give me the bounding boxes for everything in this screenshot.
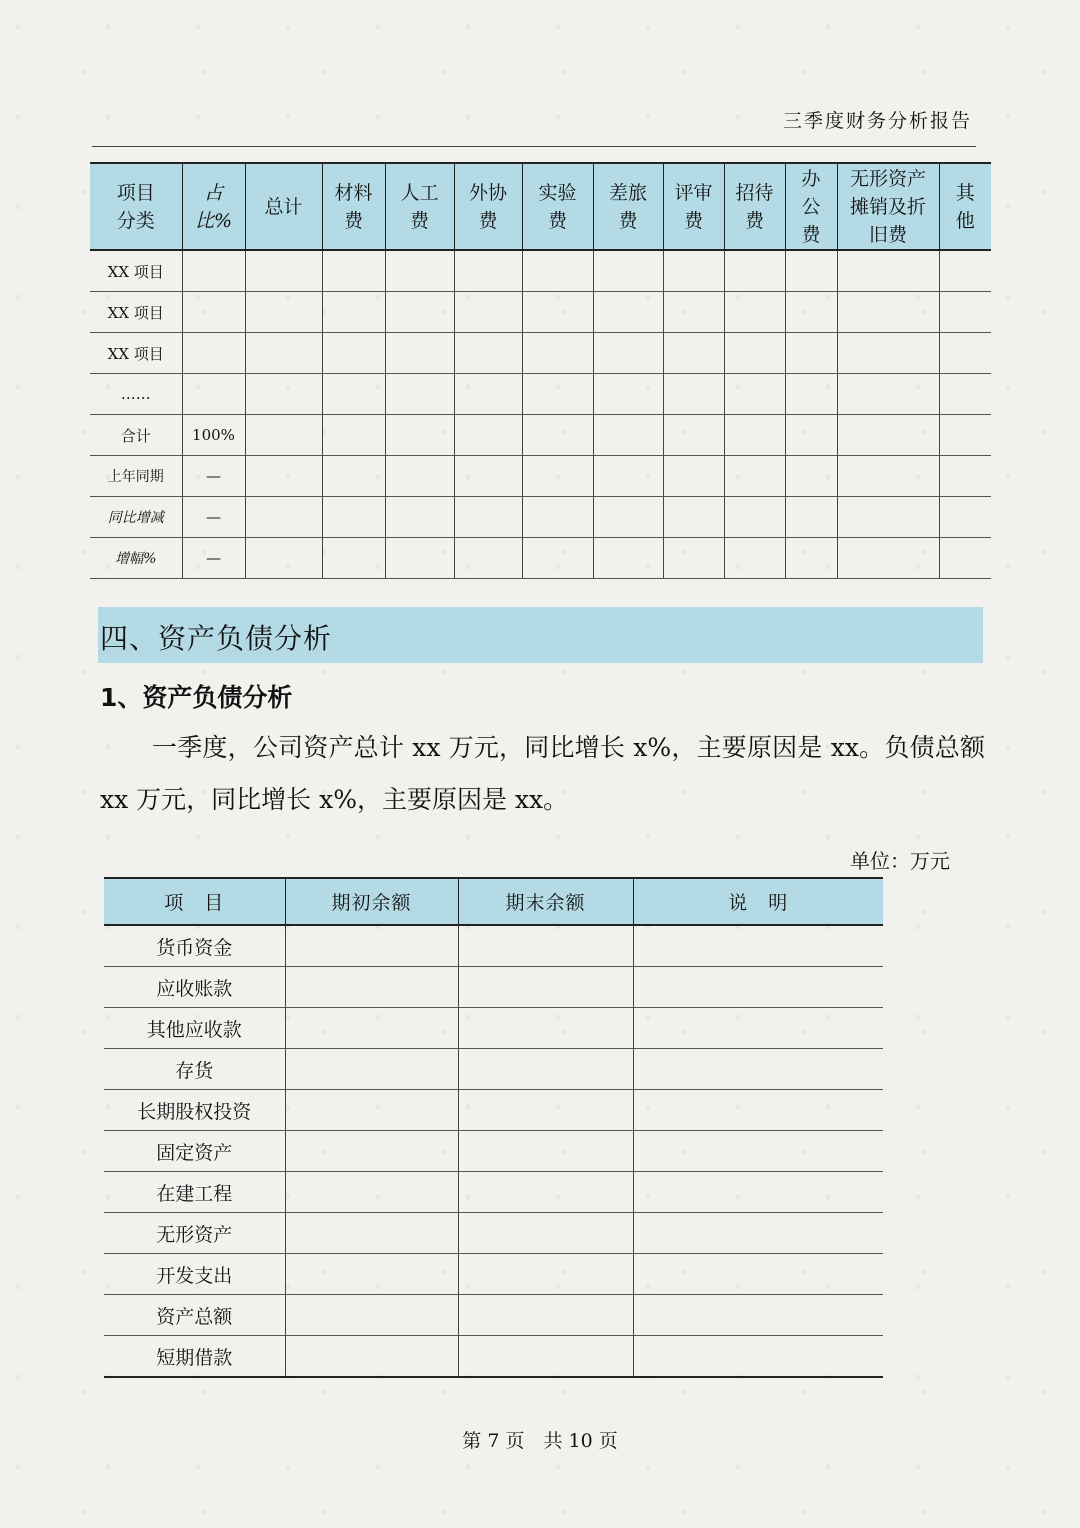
table-row [90,292,991,333]
table-cell [785,497,837,538]
table-cell [245,456,322,497]
col-header-label: 外协 费 [468,181,507,232]
table-row [90,333,991,374]
table-cell [454,250,522,292]
table-cell [522,497,593,538]
table-cell [593,497,663,538]
table-cell [724,415,785,456]
col-header-label: 项目 分类 [116,181,155,232]
row-label: 合计 [90,415,182,456]
row-label: 存货 [104,1049,285,1090]
col-header-label: 其 他 [955,181,975,232]
ratio-cell: — [182,497,245,538]
analysis-paragraph: 一季度，公司资产总计 xx 万元，同比增长 x%，主要原因是 xx。负债总额 xx 万元，同比增长 x%，主要原因是 xx。 [100,733,985,814]
table-row [104,925,883,967]
table-cell [285,1295,458,1336]
expense-table [90,162,991,579]
table-row [104,1295,883,1336]
table-cell [285,1254,458,1295]
table-cell [385,415,454,456]
table-cell [322,456,385,497]
balance-table [104,877,883,1378]
table-cell [785,250,837,292]
table-cell [322,250,385,292]
row-label: 资产总额 [104,1295,285,1336]
table-cell [322,497,385,538]
table-cell [663,456,724,497]
row-label: …… [90,374,182,415]
table-cell [385,538,454,579]
table-cell [633,1131,883,1172]
col-header [322,163,385,250]
table-cell [593,456,663,497]
table-cell [663,333,724,374]
table-cell [522,538,593,579]
table-cell [454,333,522,374]
table-cell [939,456,991,497]
table-cell [663,250,724,292]
col-header [385,163,454,250]
row-label: 固定资产 [104,1131,285,1172]
table-cell [458,1213,633,1254]
table-cell [458,1254,633,1295]
col-header-label: 办 公 费 [801,167,821,246]
table-cell [939,292,991,333]
table-cell [593,250,663,292]
col-header [454,163,522,250]
table-cell [724,538,785,579]
row-label: XX 项目 [90,292,182,333]
col-header: 说 明 [633,878,883,925]
row-label: 应收账款 [104,967,285,1008]
running-header: 三季度财务分析报告 [782,110,972,132]
table-cell [522,333,593,374]
table-cell [593,374,663,415]
table-cell [785,538,837,579]
table-cell [724,250,785,292]
section-heading: 四、资产负债分析 [100,622,333,655]
table-cell [633,1254,883,1295]
col-header: 期末余额 [458,878,633,925]
table-cell [454,456,522,497]
col-header-label: 占 比% [194,181,233,232]
col-header [939,163,991,250]
row-label: 开发支出 [104,1254,285,1295]
table-cell [633,1336,883,1378]
table-cell [285,925,458,967]
col-header [837,163,939,250]
table-cell [939,374,991,415]
table-row [104,1213,883,1254]
table-cell [245,415,322,456]
table-cell [785,374,837,415]
ratio-cell: 100% [182,415,245,456]
table-cell [385,456,454,497]
row-label: 上年同期 [90,456,182,497]
table-cell [939,538,991,579]
table-cell [458,1131,633,1172]
table-cell [724,333,785,374]
table-cell [245,292,322,333]
table-cell [385,250,454,292]
table-cell [939,497,991,538]
table-cell [633,1213,883,1254]
ratio-cell [182,292,245,333]
table-row [90,250,991,292]
table-cell [454,292,522,333]
table-cell [837,497,939,538]
table-cell [454,497,522,538]
col-header-label: 差旅 费 [608,181,647,232]
table-row [104,1131,883,1172]
ratio-cell [182,250,245,292]
row-label: 其他应收款 [104,1008,285,1049]
ratio-cell: — [182,456,245,497]
table-cell [939,333,991,374]
table-cell [837,250,939,292]
table-row [90,415,991,456]
table-cell [633,967,883,1008]
table-cell [322,374,385,415]
table-cell [522,415,593,456]
table-cell [285,1131,458,1172]
table-cell [724,497,785,538]
table-cell [458,967,633,1008]
col-header [663,163,724,250]
table-cell [522,292,593,333]
table-row [104,1336,883,1378]
col-header [724,163,785,250]
ratio-cell [182,333,245,374]
row-label: 货币资金 [104,925,285,967]
table-cell [633,1172,883,1213]
row-label: 短期借款 [104,1336,285,1378]
col-header [90,163,182,250]
table-cell [633,1295,883,1336]
table-cell [522,374,593,415]
table-cell [663,374,724,415]
table-cell [458,1336,633,1378]
table-cell [285,1049,458,1090]
table-cell [724,456,785,497]
table-cell [458,1172,633,1213]
table-cell [785,333,837,374]
col-header-label: 人工 费 [400,181,439,232]
col-header [522,163,593,250]
row-label: XX 项目 [90,250,182,292]
col-header-label: 无形资产 摊销及折 旧费 [849,167,926,246]
header-rule [92,146,976,147]
row-label: 无形资产 [104,1213,285,1254]
table-cell [285,967,458,1008]
table-cell [939,415,991,456]
table-cell [385,374,454,415]
table-cell [724,374,785,415]
row-label: 在建工程 [104,1172,285,1213]
table-cell [837,538,939,579]
table-cell [458,1008,633,1049]
table-cell [593,333,663,374]
table-cell [458,1049,633,1090]
table-cell [785,292,837,333]
table-cell [385,497,454,538]
table-cell [285,1008,458,1049]
col-header-label: 实验 费 [538,181,577,232]
table-cell [245,497,322,538]
table-cell [593,415,663,456]
expense-header-row [90,163,991,250]
table-row [104,967,883,1008]
table-row [104,1090,883,1131]
table-cell [522,456,593,497]
table-row [104,1172,883,1213]
table-cell [663,538,724,579]
table-cell [322,292,385,333]
table-cell [633,1008,883,1049]
col-header [182,163,245,250]
col-header-label: 材料 费 [334,181,373,232]
table-cell [385,333,454,374]
ratio-cell [182,374,245,415]
table-row [104,1049,883,1090]
table-cell [785,415,837,456]
row-label: 增幅% [90,538,182,579]
table-cell [322,333,385,374]
table-cell [633,925,883,967]
table-cell [245,250,322,292]
table-cell [285,1213,458,1254]
table-cell [245,538,322,579]
table-cell [663,497,724,538]
row-label: 同比增减 [90,497,182,538]
col-header-label: 总计 [264,195,303,218]
table-cell [837,415,939,456]
table-cell [322,415,385,456]
table-cell [458,925,633,967]
table-cell [837,456,939,497]
row-label: 长期股权投资 [104,1090,285,1131]
table-cell [724,292,785,333]
table-cell [939,250,991,292]
balance-header-row [104,878,883,925]
table-cell [322,538,385,579]
table-cell [837,292,939,333]
table-cell [385,292,454,333]
table-cell [593,292,663,333]
page-footer: 第 7 页 共 10 页 [462,1430,618,1452]
table-cell [593,538,663,579]
col-header-label: 招待 费 [735,181,774,232]
table-cell [454,374,522,415]
table-cell [245,374,322,415]
table-cell [522,250,593,292]
table-cell [245,333,322,374]
col-header [593,163,663,250]
col-header-label: 评审 费 [674,181,713,232]
table-cell [454,538,522,579]
row-label: XX 项目 [90,333,182,374]
unit-label: 单位：万元 [850,849,950,873]
col-header: 项 目 [104,878,285,925]
table-cell [663,415,724,456]
ratio-cell: — [182,538,245,579]
col-header [785,163,837,250]
table-cell [458,1090,633,1131]
table-cell [285,1090,458,1131]
table-row [90,497,991,538]
table-cell [633,1090,883,1131]
table-cell [837,333,939,374]
table-row [104,1254,883,1295]
subheading: 1、资产负债分析 [100,683,293,712]
table-row [90,374,991,415]
table-cell [663,292,724,333]
table-row [104,1008,883,1049]
col-header [245,163,322,250]
table-cell [458,1295,633,1336]
table-cell [837,374,939,415]
table-cell [454,415,522,456]
col-header: 期初余额 [285,878,458,925]
table-cell [285,1172,458,1213]
section-heading-bar [98,607,983,663]
table-cell [633,1049,883,1090]
table-cell [785,456,837,497]
table-cell [285,1336,458,1378]
table-row [90,456,991,497]
table-row [90,538,991,579]
